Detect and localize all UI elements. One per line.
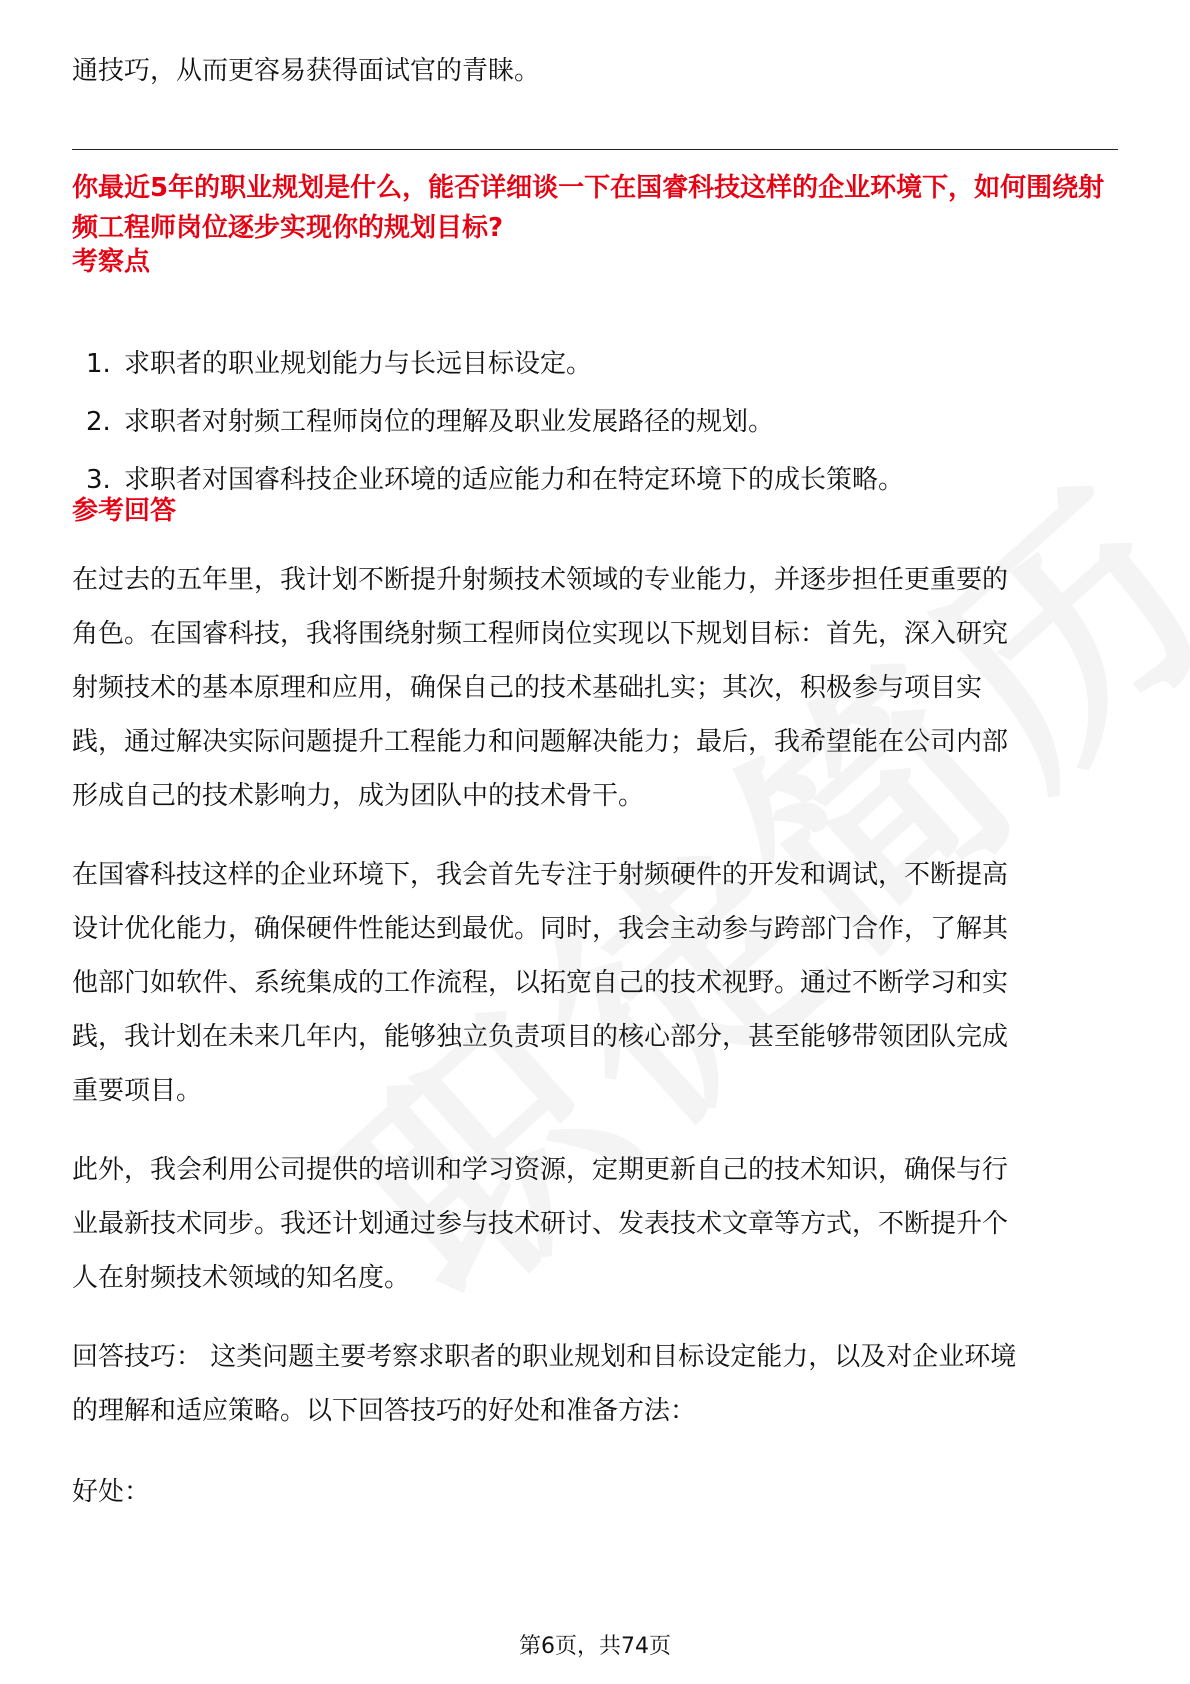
paragraph-line: 重要项目。	[72, 1076, 203, 1106]
answer-paragraph-1	[72, 553, 1118, 823]
paragraph-line: 践，通过解决实际问题提升工程能力和问题解决能力；最后，我希望能在公司内部	[72, 727, 1009, 757]
reference-answer-heading: 参考回答	[72, 496, 177, 526]
paragraph-line: 形成自己的技术影响力，成为团队中的技术骨干。	[72, 781, 645, 811]
section-divider	[72, 149, 1118, 150]
paragraph-line: 在过去的五年里，我计划不断提升射频技术领域的专业能力，并逐步担任更重要的	[72, 565, 1009, 595]
answer-paragraph-2	[72, 848, 1118, 1118]
paragraph-line: 设计优化能力，确保硬件性能达到最优。同时，我会主动参与跨部门合作，了解其	[72, 914, 1009, 944]
list-item-number: 3.	[86, 465, 111, 495]
question-heading: 你最近5年的职业规划是什么，能否详细谈一下在国睿科技这样的企业环境下，如何围绕射频工程师岗位逐步实现你的规划目标?	[72, 173, 1105, 243]
paragraph-line: 在国睿科技这样的企业环境下，我会首先专注于射频硬件的开发和调试，不断提高	[72, 860, 1009, 890]
page-number-footer: 第6页，共74页	[519, 1634, 671, 1659]
list-item-text: 求职者的职业规划能力与长远目标设定。	[124, 349, 593, 379]
list-item-number: 2.	[86, 407, 111, 437]
paragraph-line: 射频技术的基本原理和应用，确保自己的技术基础扎实；其次，积极参与项目实	[72, 673, 983, 703]
list-item-text: 求职者对射频工程师岗位的理解及职业发展路径的规划。	[124, 407, 775, 437]
intro-text: 通技巧，从而更容易获得面试官的青睐。	[72, 56, 541, 86]
exam-points-list	[72, 335, 1118, 509]
paragraph-line: 人在射频技术领域的知名度。	[72, 1263, 411, 1293]
paragraph-line: 此外，我会利用公司提供的培训和学习资源，定期更新自己的技术知识，确保与行	[72, 1155, 1009, 1185]
answer-paragraph-3	[72, 1143, 1118, 1305]
paragraph-line: 回答技巧： 这类问题主要考察求职者的职业规划和目标设定能力，以及对企业环境	[72, 1342, 1017, 1372]
paragraph-line: 他部门如软件、系统集成的工作流程，以拓宽自己的技术视野。通过不断学习和实	[72, 968, 1009, 998]
list-item	[72, 335, 1118, 393]
benefits-label-block	[72, 1465, 1118, 1519]
list-item	[72, 451, 1118, 509]
list-item-number: 1.	[86, 349, 111, 379]
benefits-label: 好处：	[72, 1477, 151, 1507]
answer-tips-paragraph	[72, 1330, 1118, 1438]
paragraph-line: 角色。在国睿科技，我将围绕射频工程师岗位实现以下规划目标：首先，深入研究	[72, 619, 1009, 649]
exam-points-heading: 考察点	[72, 247, 151, 277]
list-item-text: 求职者对国睿科技企业环境的适应能力和在特定环境下的成长策略。	[124, 465, 905, 495]
paragraph-line: 的理解和适应策略。以下回答技巧的好处和准备方法：	[72, 1396, 697, 1426]
paragraph-line: 业最新技术同步。我还计划通过参与技术研讨、发表技术文章等方式，不断提升个	[72, 1209, 1009, 1239]
paragraph-line: 践，我计划在未来几年内，能够独立负责项目的核心部分，甚至能够带领团队完成	[72, 1022, 1009, 1052]
list-item	[72, 393, 1118, 451]
